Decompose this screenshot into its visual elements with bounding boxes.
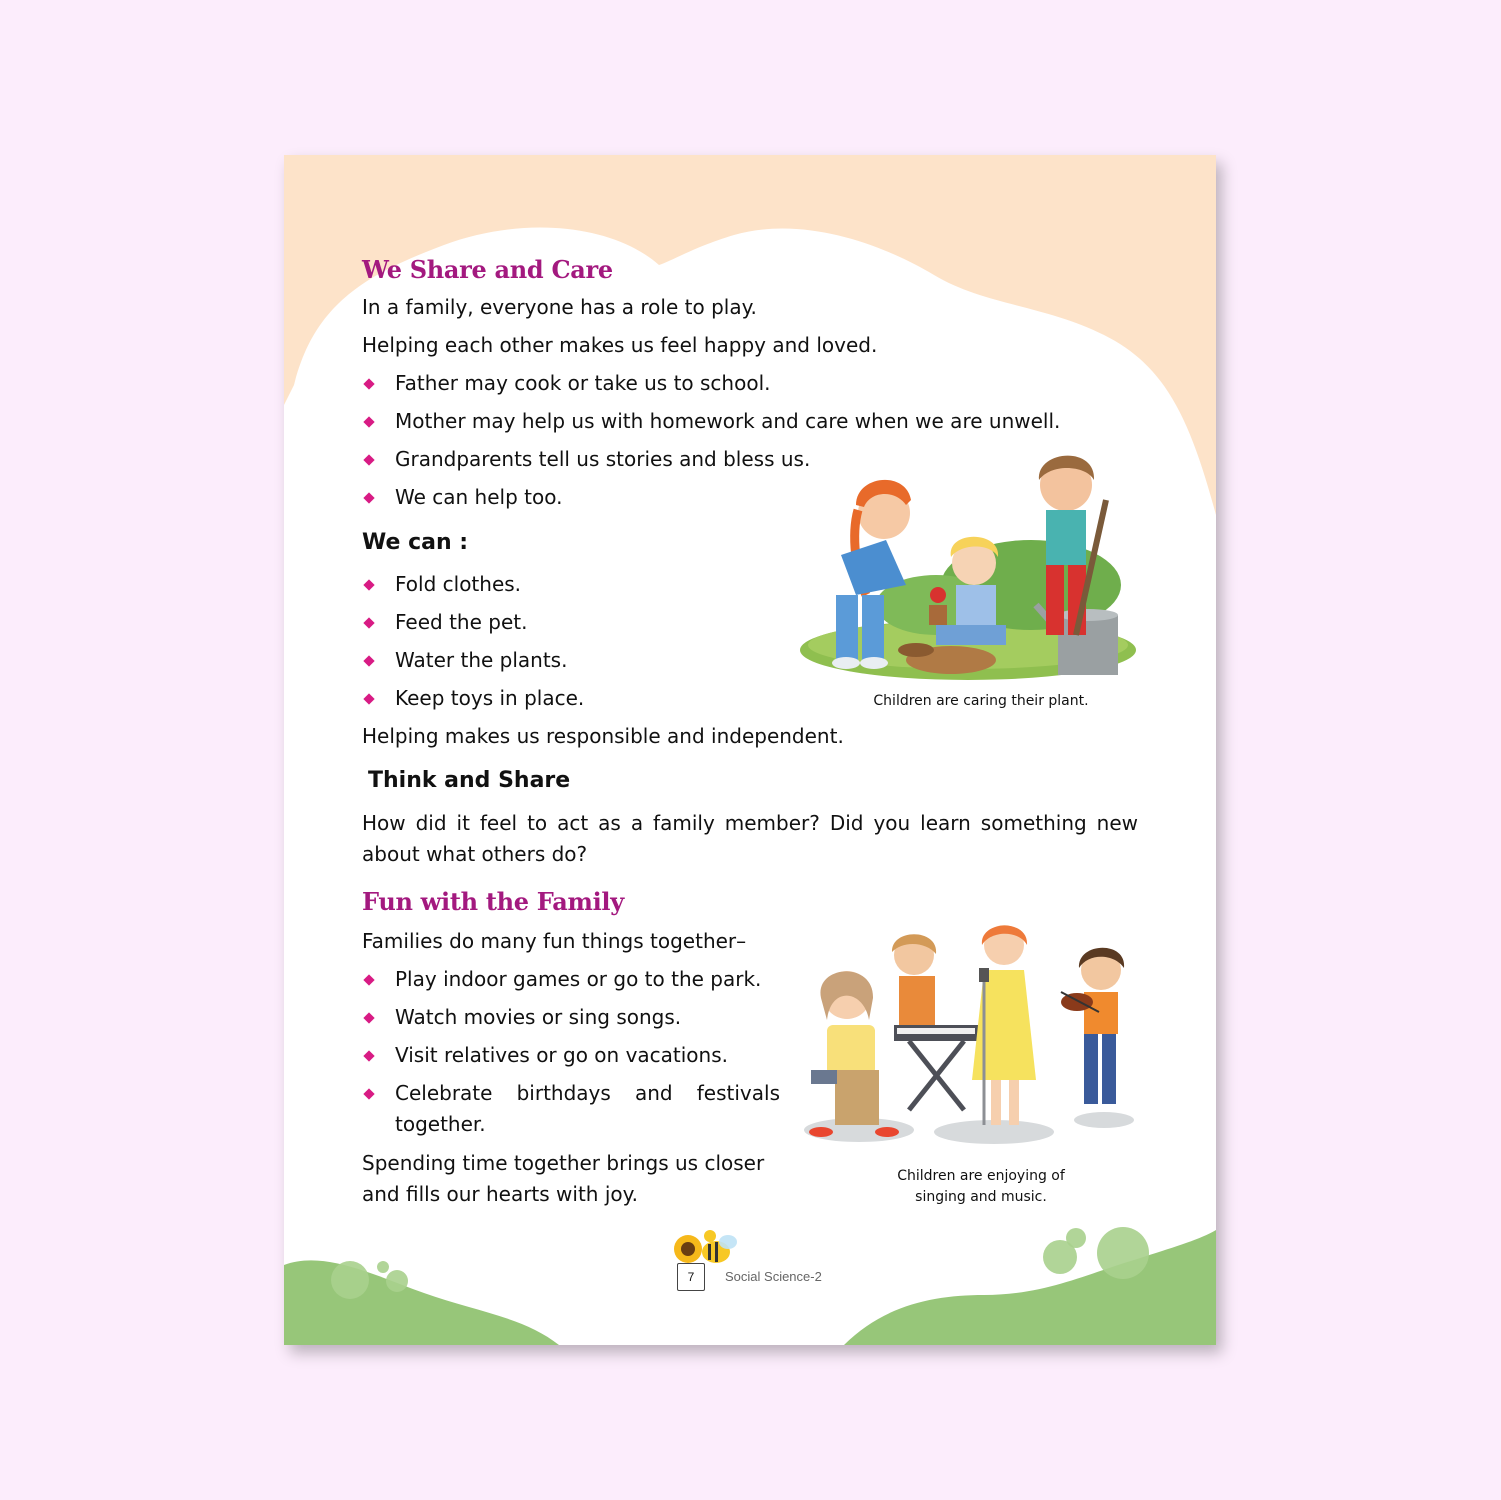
- bullet-diamond-icon: [363, 579, 374, 590]
- bullet-diamond-icon: [363, 492, 374, 503]
- bullet-diamond-icon: [363, 617, 374, 628]
- we-can-heading: We can :: [362, 530, 469, 555]
- page-number: 7: [677, 1263, 705, 1291]
- closing-line: Spending time together brings us closer: [362, 1151, 765, 1175]
- image-caption: Children are enjoying of singing and music.: [897, 1168, 1065, 1205]
- intro-line: Helping each other makes us feel happy and loved.: [362, 333, 878, 357]
- intro-line: In a family, everyone has a role to play.: [362, 295, 757, 319]
- book-title: Social Science-2: [725, 1269, 822, 1284]
- bullet-diamond-icon: [363, 974, 374, 985]
- think-and-share-heading: Think and Share: [368, 768, 571, 793]
- bullet-diamond-icon: [363, 378, 374, 389]
- bullet-diamond-icon: [363, 1088, 374, 1099]
- bullet-diamond-icon: [363, 1012, 374, 1023]
- bullet-diamond-icon: [363, 1050, 374, 1061]
- children-music-illustration: [799, 920, 1144, 1150]
- children-planting-illustration: [796, 445, 1136, 685]
- textbook-page: We Share and Care In a family, everyone has a role to play. Helping each other makes us feel happy and loved. Father may cook or take us to school. Mother may help us with homework and care when we are unwell. Grandparents tell us stories and bless us. We can help too. We can : Fold clothes. Feed the pet. Water the plants. Keep toys in place. Helping makes us responsible and independent. Children are caring their plant. Think and Share How did it feel to act as a family member? Did you learn something new about what others do? Fun with the Family Families do many fun things together– Play indoor games or go to the park. Watch movies or sing songs. Visit relatives or go on vacations. Celebrate birthdays and festivals together. Spending time together brings us closer and fills our hearts with joy. Children are enjoying of singing and music. 7 Social Science-2: [284, 155, 1216, 1345]
- bullet-diamond-icon: [363, 693, 374, 704]
- bullet-diamond-icon: [363, 454, 374, 465]
- think-and-share-question: How did it feel to act as a family member? Did you learn something new about what others do?: [362, 811, 1138, 866]
- bullet-diamond-icon: [363, 655, 374, 666]
- bullet-diamond-icon: [363, 416, 374, 427]
- image-caption: Children are caring their plant.: [873, 693, 1089, 709]
- intro-line: Families do many fun things together–: [362, 929, 747, 953]
- closing-line: and fills our hearts with joy.: [362, 1182, 638, 1206]
- summary-line: Helping makes us responsible and independent.: [362, 724, 844, 748]
- section-title-fun-with-the-family: Fun with the Family: [362, 887, 624, 916]
- section-title-we-share-and-care: We Share and Care: [362, 255, 613, 284]
